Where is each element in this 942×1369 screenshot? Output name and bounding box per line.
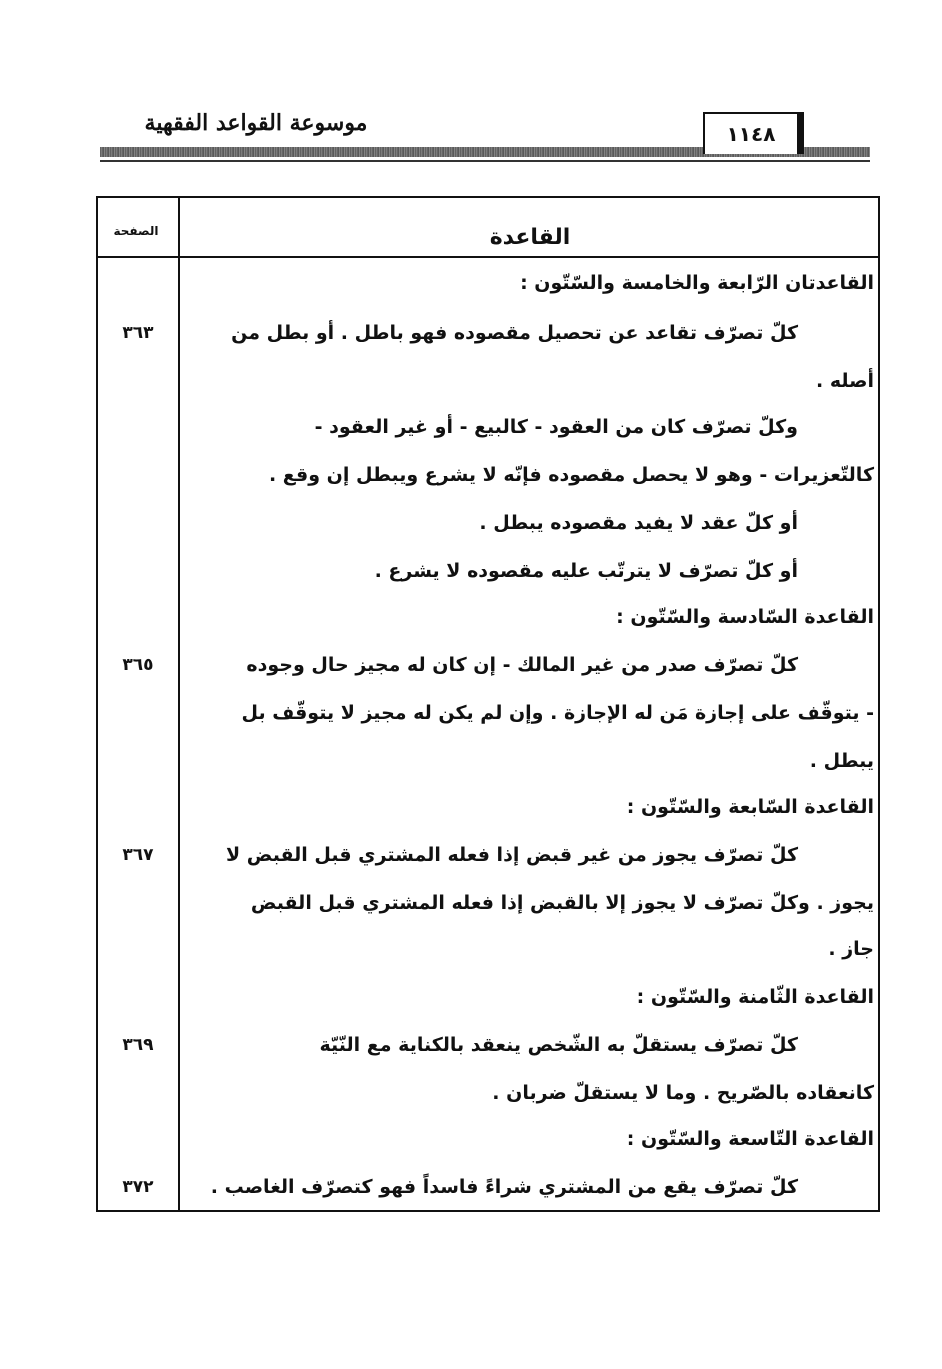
rule-text-line: كالتّعزيرات - وهو لا يحصل مقصوده فإنّه لا يشرع ويبطل إن وقع . bbox=[268, 464, 874, 486]
header-rule-thin bbox=[100, 160, 870, 162]
rule-text-line: يبطل . bbox=[809, 750, 874, 772]
rule-text-line: أصله . bbox=[816, 370, 874, 392]
header-divider bbox=[98, 256, 878, 258]
rule-heading: القاعدة السّادسة والسّتّون : bbox=[616, 606, 874, 628]
page-reference: ٣٦٩ bbox=[122, 1035, 154, 1055]
column-header-rule: القاعدة bbox=[489, 225, 571, 250]
book-title: موسوعة القواعد الفقهية bbox=[144, 110, 368, 136]
rule-heading: القاعدتان الرّابعة والخامسة والسّتّون : bbox=[520, 272, 874, 294]
page-reference: ٣٦٣ bbox=[122, 323, 154, 343]
page-header bbox=[0, 0, 942, 180]
rule-text-line: كانعقاده بالصّريح . وما لا يستقلّ ضربان . bbox=[492, 1082, 874, 1104]
rule-text-line: أو كلّ عقد لا يفيد مقصوده يبطل . bbox=[479, 512, 798, 534]
rule-text-line: كلّ تصرّف يستقلّ به الشّخص ينعقد بالكناية مع النّيّة bbox=[319, 1034, 798, 1056]
rule-heading: القاعدة التّاسعة والسّتّون : bbox=[626, 1128, 874, 1150]
page-reference: ٣٦٥ bbox=[122, 655, 154, 675]
column-header-page: الصفحة bbox=[113, 224, 159, 238]
rule-text-line: كلّ تصرّف يجوز من غير قبض إذا فعله المشتري قبل القبض لا bbox=[226, 844, 798, 866]
rule-text-line: يجوز . وكلّ تصرّف لا يجوز إلا بالقبض إذا فعله المشتري قبل القبض bbox=[250, 892, 874, 914]
page-reference: ٣٧٢ bbox=[122, 1177, 154, 1197]
rule-text-line: كلّ تصرّف يقع من المشتري شراءً فاسداً فهو كتصرّف الغاصب . bbox=[210, 1176, 798, 1198]
rule-text-line: أو كلّ تصرّف لا يترتّب عليه مقصوده لا يشرع . bbox=[374, 560, 798, 582]
rule-text-line: كلّ تصرّف تقاعد عن تحصيل مقصوده فهو باطل . أو بطل من bbox=[231, 322, 798, 344]
rule-text-line: كلّ تصرّف صدر من غير المالك - إن كان له مجيز حال وجوده bbox=[246, 654, 798, 676]
page-number: ١١٤٨ bbox=[703, 112, 804, 154]
rule-text-line: - يتوقّف على إجازة مَن له الإجازة . وإن لم يكن له مجيز لا يتوقّف بل bbox=[241, 702, 874, 724]
rule-text-line: وكلّ تصرّف كان من العقود - كالبيع - أو غير العقود - bbox=[314, 416, 798, 438]
column-divider bbox=[178, 198, 180, 1210]
rule-heading: القاعدة الثّامنة والسّتّون : bbox=[636, 986, 874, 1008]
page-reference: ٣٦٧ bbox=[122, 845, 154, 865]
rule-text-line: جاز . bbox=[828, 938, 874, 960]
rule-heading: القاعدة السّابعة والسّتّون : bbox=[626, 796, 874, 818]
